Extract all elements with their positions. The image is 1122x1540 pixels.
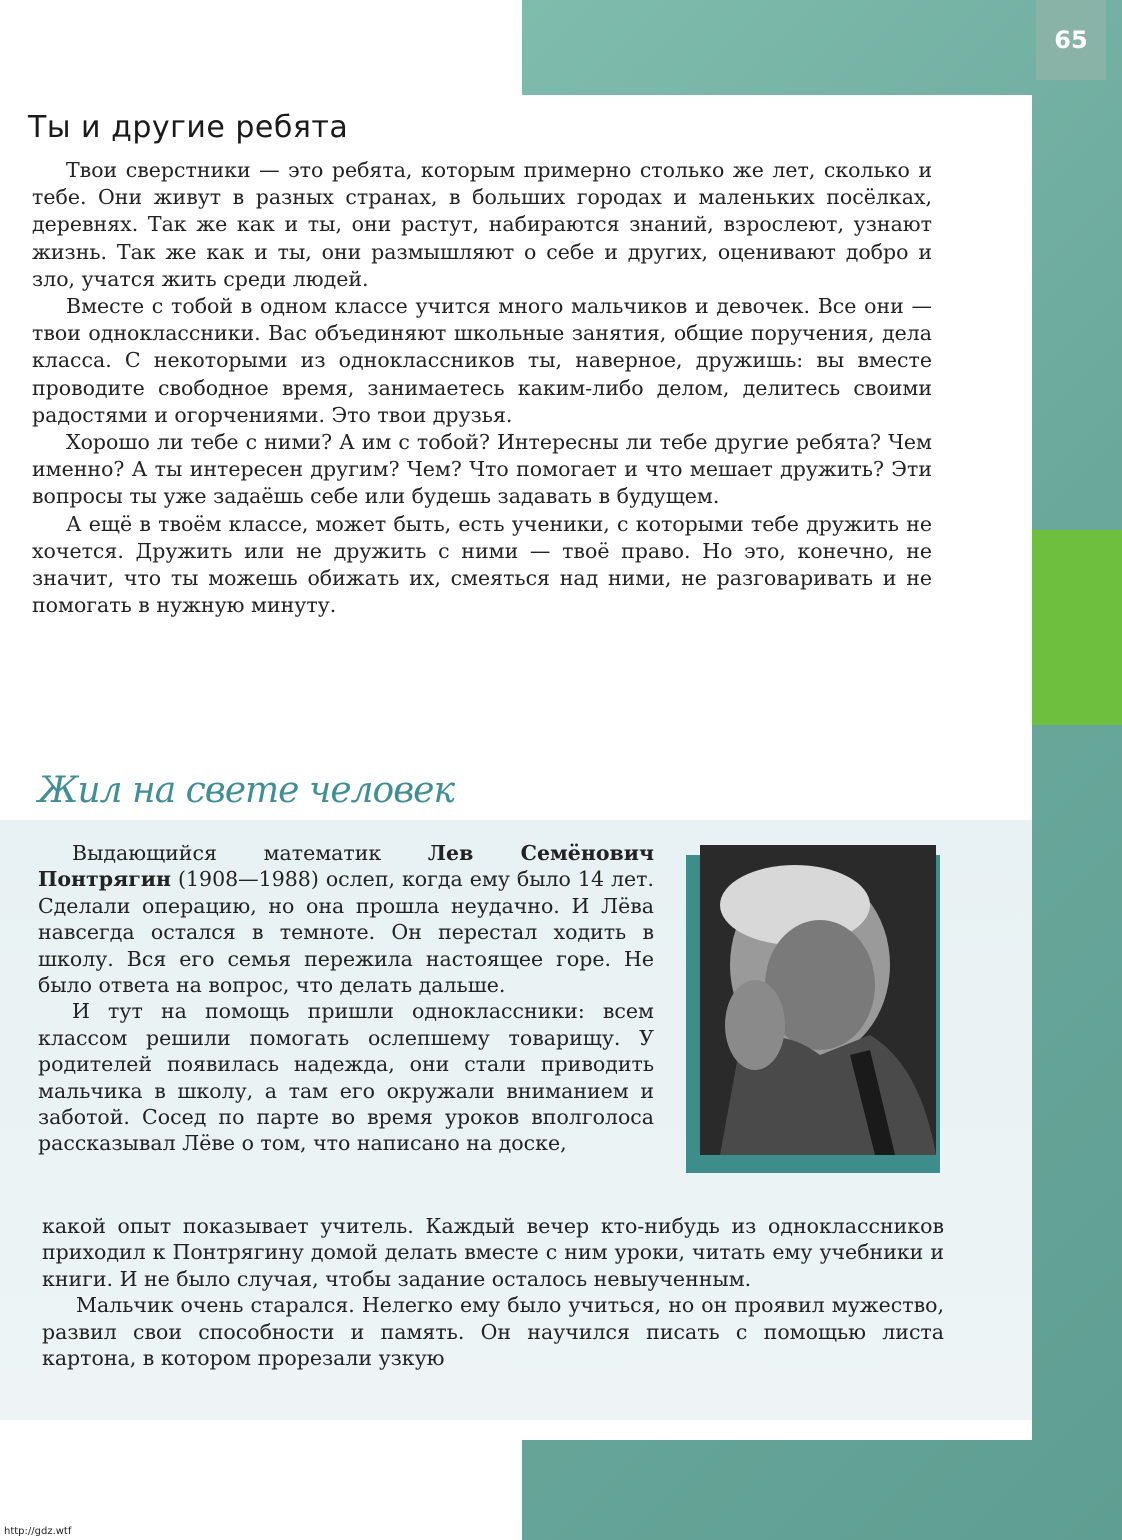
paragraph-start: Выдающийся математик [72, 841, 428, 865]
paragraph-rest: (1908—1988) ослеп, когда ему было 14 лет. Сделали операцию, но она прошла неудачно. И Лёва навсегда остался в темноте. Он перестал ходить в школу. Вся его семья пережила настоящее горе. Не было ответа на вопрос, что делать дальше. [38, 867, 654, 998]
page-number-box [1036, 0, 1106, 80]
biography-text-bottom [42, 1213, 944, 1371]
section-heading: Ты и другие ребята [28, 110, 349, 145]
paragraph: Твои сверстники — это ребята, которым примерно столько же лет, сколько и тебе. Они живут в разных странах, в больших городах и маленьких посёлках, деревнях. Так же как и ты, они растут, набираются знаний, взрослеют, узнают жизнь. Так же как и ты, они размышляют о себе и других, оценивают добро и зло, учатся жить среди людей. [32, 158, 932, 291]
biography-text-left [38, 840, 654, 1157]
paragraph: Мальчик очень старался. Нелегко ему было учиться, но он проявил мужество, развил свои способности и память. Он научился писать с помощью листа картона, в котором прорезали узкую [42, 1293, 944, 1371]
paragraph-continued: какой опыт показывает учитель. Каждый вечер кто-нибудь из одноклассников приходил к Понтрягину домой делать вместе с ним уроки, читать ему учебники и книги. И не было случая, чтобы задание осталось невыученным. [42, 1214, 944, 1291]
paragraph: Хорошо ли тебе с ними? А им с тобой? Интересны ли тебе другие ребята? Чем именно? А ты интересен другим? Чем? Что помогает и что мешает дружить? Эти вопросы ты уже задаёшь себе или будешь задавать в будущем. [32, 430, 932, 509]
biography-title: Жил на свете человек [38, 770, 454, 811]
green-side-tab [1030, 530, 1122, 725]
person-name: Лев Семёнович Понтрягин [38, 841, 654, 892]
footer-link[interactable]: http://gdz.wtf [4, 1526, 72, 1537]
portrait-illustration [700, 845, 936, 1155]
portrait-photo [700, 845, 936, 1155]
paragraph [38, 840, 654, 998]
paragraph: И тут на помощь пришли одноклассники: всем классом решили помогать ослепшему товарищу. У родителей появилась надежда, они стали приводить мальчика в школу, а там его окружали вниманием и заботой. Сосед по парте во время уроков вполголоса рассказывал Лёве о том, что написано на доске, [38, 999, 654, 1156]
paragraph: Вместе с тобой в одном классе учится много мальчиков и девочек. Все они — твои одноклассники. Вас объединяют школьные занятия, общие поручения, дела класса. С некоторыми из одноклассников ты, наверное, дружишь: вы вместе проводите свободное время, занимаетесь каким-либо делом, делитесь своими радостями и огорчениями. Это твои друзья. [32, 294, 932, 427]
page-number: 65 [1054, 26, 1088, 54]
section-body [32, 157, 932, 619]
paragraph: А ещё в твоём классе, может быть, есть ученики, с которыми тебе дружить не хочется. Дружить или не дружить с ними — твоё право. Но это, конечно, не значит, что ты можешь обижать их, смеяться над ними, не разговаривать и не помогать в нужную минуту. [32, 511, 932, 618]
